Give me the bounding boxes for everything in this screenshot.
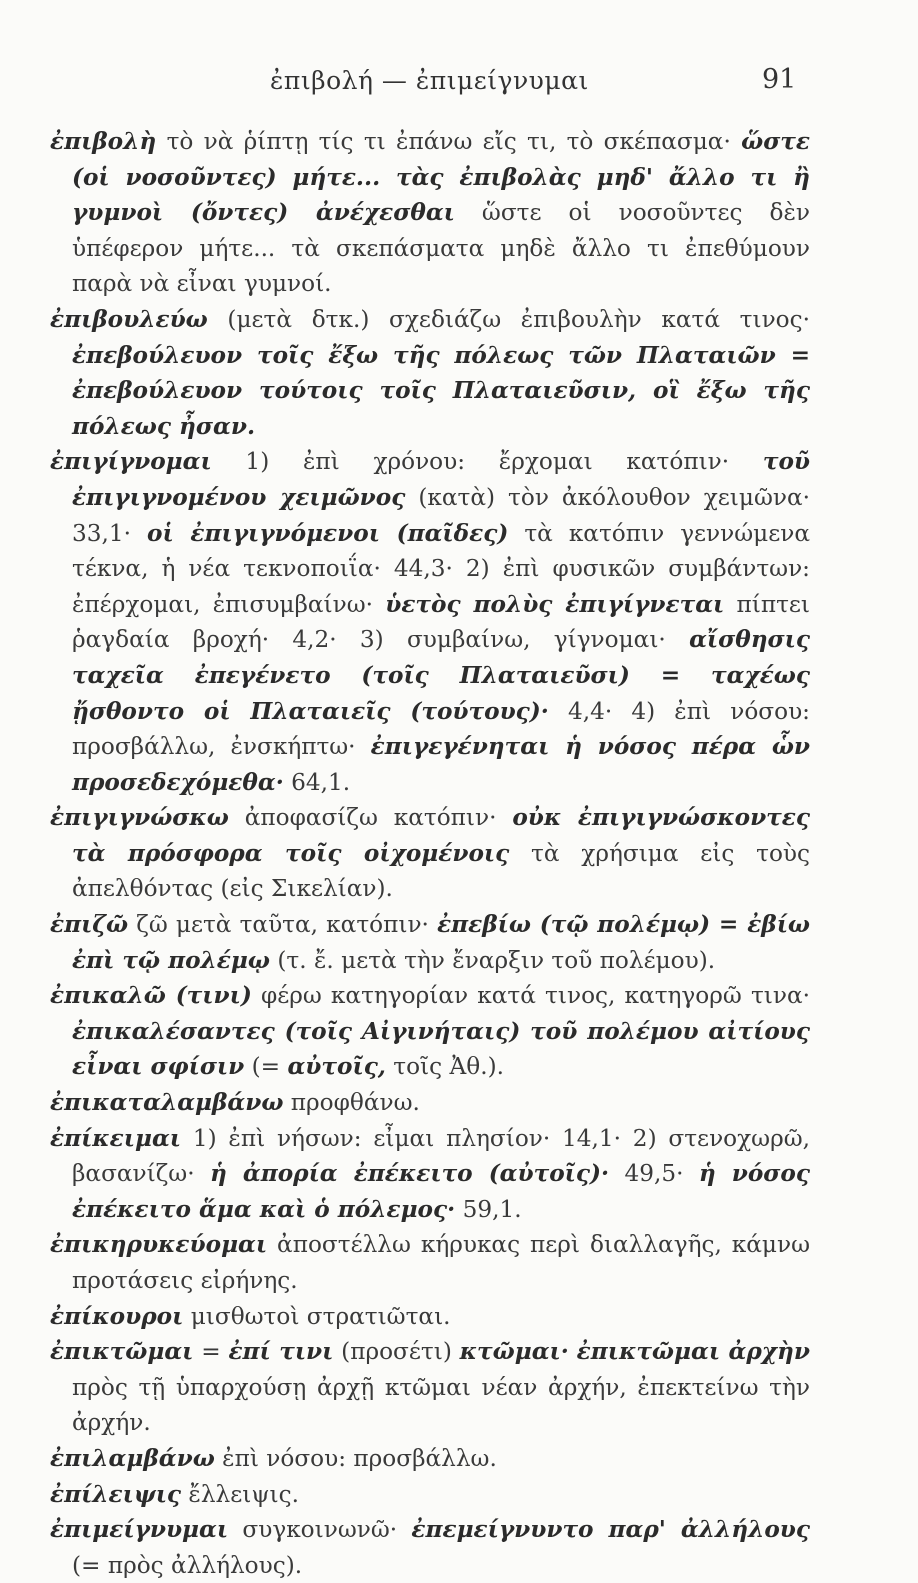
entry-definition: 1) ἐπὶ νήσων: εἶμαι πλησίον· 14,1· 2) στενοχωρῶ, βασανίζω· xyxy=(72,1124,810,1188)
entry-definition: τὸ νὰ ῥίπτῃ τίς τι ἐπάνω εἴς τι, τὸ σκέπασμα· xyxy=(156,128,742,155)
entry-headword: ἐπιγίγνομαι xyxy=(50,448,212,476)
dictionary-entry xyxy=(50,1121,810,1228)
entry-example: ἐπικαλέσαντες (τοῖς Αἰγινήταις) τοῦ πολέμου αἰτίους εἶναι σφίσιν xyxy=(72,1017,810,1081)
entry-definition: (= xyxy=(244,1053,288,1081)
entry-example: ἡ νόσος ἐπέκειτο ἅμα καὶ ὁ πόλεμος· xyxy=(72,1160,810,1223)
entry-example: οὐκ ἐπιγιγνώσκοντες τὰ πρόσφορα τοῖς οἰχομένοις xyxy=(72,804,810,867)
entry-headword: ἐπιβολὴ xyxy=(50,128,157,155)
entry-definition: 49,5· xyxy=(609,1160,699,1188)
entry-definition: ἀποφασίζω κατόπιν· xyxy=(228,804,513,832)
entry-example: ἐπί τινι xyxy=(228,1338,334,1366)
dictionary-entry xyxy=(50,1334,810,1441)
entry-definition: (κατὰ) τὸν ἀκόλουθον χειμῶνα· 33,1· xyxy=(72,483,811,547)
entry-headword: ἐπιμείγνυμαι xyxy=(50,1516,229,1544)
entry-example: κτῶμαι· xyxy=(459,1338,569,1366)
entry-definition: ἔλλειψις. xyxy=(181,1480,299,1508)
entry-definition: (προσέτι) xyxy=(333,1338,460,1366)
entry-example: ἡ ἀπορία ἐπέκειτο (αὐτοῖς)· xyxy=(209,1160,610,1188)
entry-definition: μισθωτοὶ στρατιῶται. xyxy=(183,1302,451,1330)
entry-example: ὑετὸς πολὺς ἐπιγίγνεται xyxy=(385,590,725,618)
entry-definition: φέρω κατηγορίαν κατά τινος, κατηγορῶ τινα· xyxy=(251,982,810,1010)
entry-headword: ἐπιλαμβάνω xyxy=(50,1444,215,1472)
dictionary-entry xyxy=(50,302,810,444)
entry-definition: συγκοινωνῶ· xyxy=(228,1516,412,1544)
page-header xyxy=(0,62,918,102)
entry-definition: ὥστε οἱ νοσοῦντες δὲν ὑπέφερον μήτε... τὰ σκεπάσματα μηδὲ ἄλλο τι ἐπεθύμουν παρὰ νὰ εἶναι γυμνοί. xyxy=(72,199,810,298)
dictionary-entry xyxy=(50,444,810,800)
dictionary-entry xyxy=(50,1227,810,1298)
entry-definition: πρὸς τῇ ὑπαρχούσῃ ἀρχῇ κτῶμαι νέαν ἀρχήν, ἐπεκτείνω τὴν ἀρχήν. xyxy=(72,1373,810,1437)
entry-definition: τοῖς Ἀθ.). xyxy=(385,1053,504,1081)
entry-example: αἴσθησις ταχεῖα ἐπεγένετο (τοῖς Πλαταιεῦσι) = ταχέως ᾔσθοντο οἱ Πλαταιεῖς (τούτους)· xyxy=(72,626,810,725)
entry-definition: 64,1. xyxy=(283,768,351,796)
dictionary-entry xyxy=(50,978,810,1085)
dictionary-entry xyxy=(50,800,810,907)
entry-headword: ἐπικτῶμαι xyxy=(50,1338,194,1366)
entry-definition: (μετὰ δτκ.) σχεδιάζω ἐπιβουλὴν κατά τινος· xyxy=(207,305,810,333)
entry-headword: ἐπικαταλαμβάνω xyxy=(50,1089,284,1117)
dictionary-entry xyxy=(50,1299,810,1335)
entry-headword: ἐπιβουλεύω xyxy=(50,305,208,333)
entry-example: αὐτοῖς, xyxy=(287,1053,386,1081)
running-head: ἐπιβολή — ἐπιμείγνυμαι xyxy=(270,66,589,95)
entry-example: τοῦ ἐπιγιγνομένου χειμῶνος xyxy=(72,448,810,511)
dictionary-entry xyxy=(50,1085,810,1121)
entry-definition: ἀποστέλλω κήρυκας περὶ διαλλαγῆς, κάμνω προτάσεις εἰρήνης. xyxy=(72,1231,810,1294)
dictionary-entry xyxy=(50,907,810,978)
entry-definition xyxy=(569,1338,577,1365)
entry-example: ἐπεβούλευον τοῖς ἔξω τῆς πόλεως τῶν Πλαταιῶν = ἐπεβούλευον τούτοις τοῖς Πλαταιεῦσιν, οἳ ἔξω τῆς πόλεως ἦσαν. xyxy=(72,341,810,440)
entry-definition: (τ. ἔ. μετὰ τὴν ἔναρξιν τοῦ πολέμου). xyxy=(269,946,716,974)
entry-headword: ἐπιζῶ xyxy=(50,911,129,939)
entry-definition: τὰ κατόπιν γεννώμενα τέκνα, ἡ νέα τεκνοποιΐα· 44,3· 2) ἐπὶ φυσικῶν συμβάντων: ἐπέρχομαι, ἐπισυμβαίνω· xyxy=(72,519,810,618)
dictionary-entry xyxy=(50,1512,810,1583)
entry-headword: ἐπικαλῶ (τινι) xyxy=(50,982,252,1010)
dictionary-entry xyxy=(50,124,810,302)
entry-definition: (= πρὸς ἀλλήλους). xyxy=(72,1551,303,1579)
entry-definition: ἐπὶ νόσου: προσβάλλω. xyxy=(214,1444,497,1472)
entry-definition: ζῶ μετὰ ταῦτα, κατόπιν· xyxy=(128,911,438,939)
entry-example: ἐπιγεγένηται ἡ νόσος πέρα ὧν προσεδεχόμεθα· xyxy=(72,733,810,796)
entry-headword: ἐπίκουροι xyxy=(50,1302,184,1330)
entry-definition: 4,4· 4) ἐπὶ νόσου: προσβάλλω, ἐνσκήπτω· xyxy=(72,697,810,761)
entry-example: ὥστε (οἱ νοσοῦντες) μήτε... τὰς ἐπιβολὰς μηδ' ἄλλο τι ἢ γυμνοὶ (ὄντες) ἀνέχεσθαι xyxy=(72,128,810,227)
entry-definition: τὰ χρήσιμα εἰς τοὺς ἀπελθόντας (εἰς Σικελίαν). xyxy=(72,839,810,903)
dictionary-entry xyxy=(50,1441,810,1477)
entries-list xyxy=(50,124,810,1583)
entry-headword: ἐπικηρυκεύομαι xyxy=(50,1231,268,1259)
entry-example: ἐπεβίω (τῷ πολέμῳ) = ἐβίω ἐπὶ τῷ πολέμῳ xyxy=(72,911,810,974)
entry-definition: 1) ἐπὶ χρόνου: ἔρχομαι κατόπιν· xyxy=(211,448,763,476)
entry-example: οἱ ἐπιγιγνόμενοι (παῖδες) xyxy=(147,519,509,547)
page-number: 91 xyxy=(762,64,797,95)
entry-definition: = xyxy=(193,1338,229,1366)
entry-headword: ἐπιγιγνώσκω xyxy=(50,804,229,832)
entry-headword: ἐπίκειμαι xyxy=(50,1124,182,1152)
entry-definition: πίπτει ῥαγδαία βροχή· 4,2· 3) συμβαίνω, γίγνομαι· xyxy=(72,590,810,654)
entry-example: ἐπικτῶμαι ἀρχὴν xyxy=(576,1338,811,1366)
entry-headword: ἐπίλειψις xyxy=(50,1480,182,1508)
dictionary-entry xyxy=(50,1477,810,1513)
entry-definition: προφθάνω. xyxy=(283,1089,420,1117)
entry-example: ἐπεμείγνυντο παρ' ἀλλήλους xyxy=(411,1516,810,1544)
entry-definition: 59,1. xyxy=(455,1195,522,1223)
